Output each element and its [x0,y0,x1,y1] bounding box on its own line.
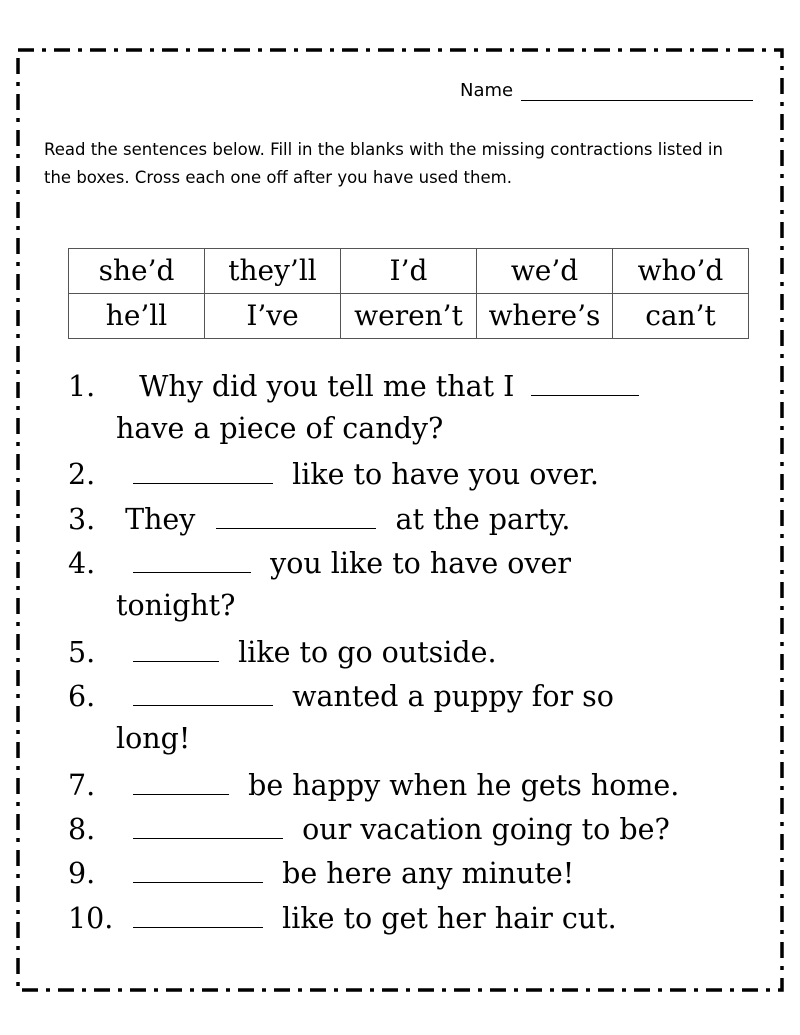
question-number: 2. [68,458,96,491]
question-number: 4. [68,547,96,580]
question-text-continued: long! [116,722,191,755]
answer-blank[interactable] [133,852,263,883]
name-label: Name [460,80,514,101]
question-number: 7. [68,769,96,802]
question-text-after: wanted a puppy for so [292,680,614,713]
question-9 [68,852,574,892]
question-text-continued: have a piece of candy? [116,412,444,445]
word-bank-table [68,248,749,339]
question-number: 3. [68,503,96,536]
answer-blank[interactable] [531,365,639,396]
question-text-after: like to get her hair cut. [282,902,617,935]
question-4 [68,542,571,582]
question-text-after: be here any minute! [282,857,575,890]
answer-blank[interactable] [133,764,229,795]
word-bank-cell: we’d [477,249,613,294]
question-text-after: you like to have over [270,547,572,580]
question-6-continued [68,719,190,759]
answer-blank[interactable] [133,675,273,706]
question-text-continued: tonight? [116,589,236,622]
word-bank-cell: weren’t [341,294,477,339]
question-8 [68,808,670,848]
question-5 [68,631,497,671]
answer-blank[interactable] [133,542,251,573]
word-bank-row [69,249,749,294]
question-text-after: at the party. [395,503,571,536]
word-bank-cell: he’ll [69,294,205,339]
name-field [460,80,753,101]
question-1-continued [68,409,443,449]
question-text-before: Why did you tell me that I [139,370,515,403]
word-bank-row [69,294,749,339]
question-2 [68,453,599,493]
word-bank-cell: she’d [69,249,205,294]
question-number: 10. [68,902,114,935]
question-number: 5. [68,636,96,669]
answer-blank[interactable] [133,631,219,662]
question-7 [68,764,679,804]
instructions-text: Read the sentences below. Fill in the blanks with the missing contractions listed in the boxes. Cross each one off after you have used them. [44,140,723,187]
word-bank-cell: who’d [613,249,749,294]
question-text-after: like to have you over. [292,458,599,491]
question-text-after: like to go outside. [238,636,497,669]
answer-blank[interactable] [133,808,283,839]
word-bank-cell: where’s [477,294,613,339]
word-bank-cell: they’ll [205,249,341,294]
question-3 [68,498,570,538]
word-bank-cell: I’ve [205,294,341,339]
answer-blank[interactable] [133,897,263,928]
question-6 [68,675,614,715]
question-number: 1. [68,370,96,403]
answer-blank[interactable] [216,498,376,529]
answer-blank[interactable] [133,453,273,484]
word-bank-cell: can’t [613,294,749,339]
question-text-after: be happy when he gets home. [248,769,680,802]
question-10 [68,897,617,937]
question-number: 9. [68,857,96,890]
question-text-before: They [125,503,196,536]
word-bank-cell: I’d [341,249,477,294]
question-number: 6. [68,680,96,713]
question-1 [68,365,649,405]
name-blank-line[interactable] [521,80,753,101]
question-number: 8. [68,813,96,846]
question-4-continued [68,586,235,626]
question-text-after: our vacation going to be? [302,813,670,846]
